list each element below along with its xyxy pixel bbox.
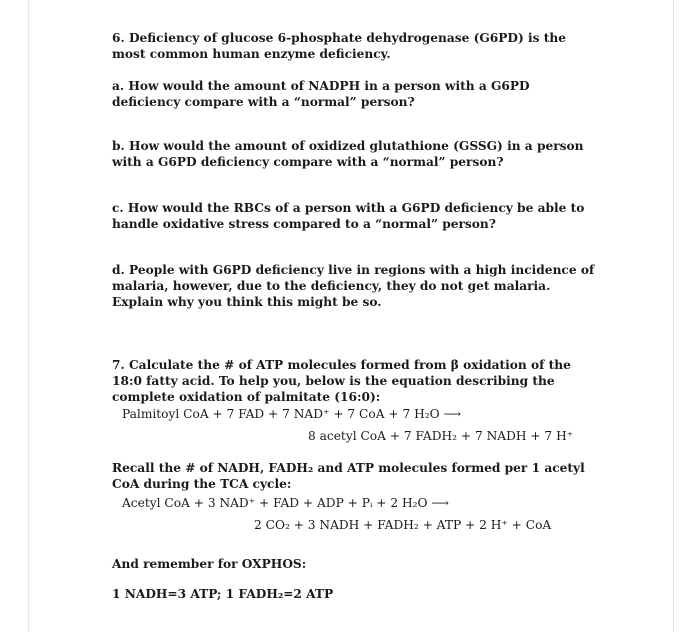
question-6d: d. People with G6PD deficiency live in regions with a high incidence of malaria, however, due to the deficiency, they do not get malaria. Explain why you think this might be so. [112, 263, 595, 309]
question-6c: c. How would the RBCs of a person with a G6PD deficiency be able to handle oxidative stress compared to a “normal” person? [112, 201, 585, 231]
question-6-intro: 6. Deficiency of glucose 6-phosphate dehydrogenase (G6PD) is the most common human enzyme deficiency. [112, 31, 566, 61]
question-7-intro: 7. Calculate the # of ATP molecules formed from β oxidation of the 18:0 fatty acid. To help you, below is the equation describing the complete oxidation of palmitate (16:0): [112, 358, 571, 404]
recall-text: Recall the # of NADH, FADH₂ and ATP molecules formed per 1 acetyl CoA during the TCA cycle: [112, 461, 585, 491]
equation-2-products: 2 CO₂ + 3 NADH + FADH₂ + ATP + 2 H⁺ + CoA [254, 518, 552, 532]
equation-2-reactants: Acetyl CoA + 3 NAD⁺ + FAD + ADP + Pᵢ + 2 H₂O ⟶ [122, 496, 449, 510]
question-6b: b. How would the amount of oxidized glutathione (GSSG) in a person with a G6PD deficiency compare with a “normal” person? [112, 139, 584, 169]
equation-1-reactants: Palmitoyl CoA + 7 FAD + 7 NAD⁺ + 7 CoA + 7 H₂O ⟶ [122, 407, 461, 421]
equation-1-products: 8 acetyl CoA + 7 FADH₂ + 7 NADH + 7 H⁺ [308, 429, 574, 443]
oxphos-values: 1 NADH=3 ATP; 1 FADH₂=2 ATP [112, 587, 334, 601]
oxphos-heading: And remember for OXPHOS: [112, 557, 307, 571]
question-6a: a. How would the amount of NADPH in a person with a G6PD deficiency compare with a “normal” person? [112, 79, 530, 109]
